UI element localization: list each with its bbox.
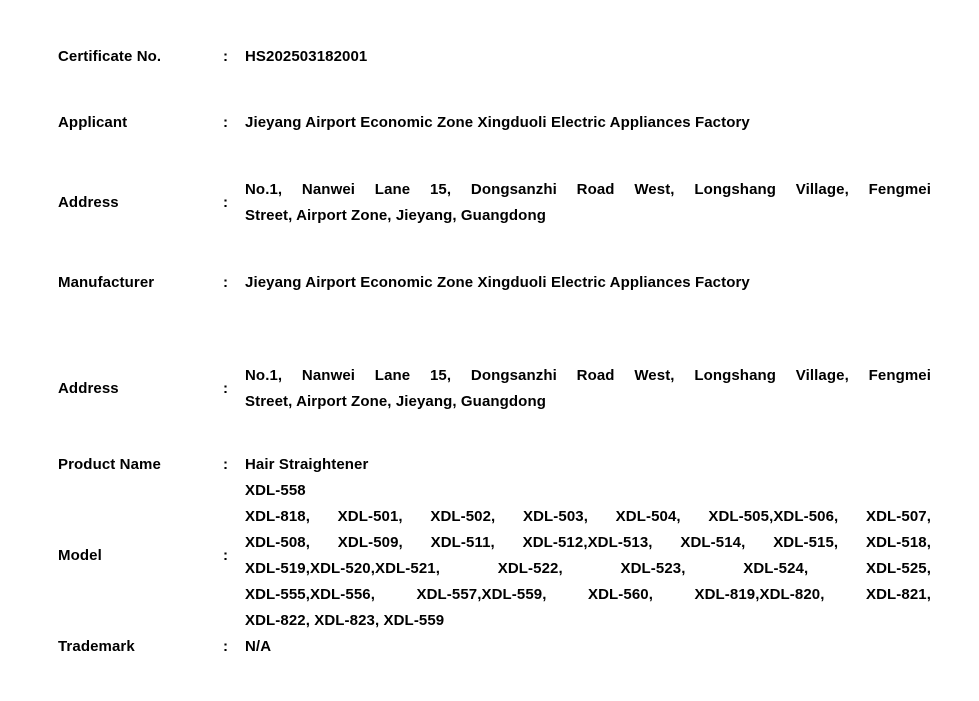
manufacturer-address-value [245,363,931,415]
model-line-3: XDL-519,XDL-520,XDL-521, XDL-522, XDL-523, XDL-524, XDL-525, [245,560,931,577]
applicant-value: Jieyang Airport Economic Zone Xingduoli Electric Appliances Factory [245,114,750,131]
product-name-label: Product Name [58,456,161,473]
field-row-manufacturer-address [58,363,931,415]
applicant-address-line-2: Street, Airport Zone, Jieyang, Guangdong [245,207,546,224]
field-row-model [58,478,931,634]
certificate-no-label: Certificate No. [58,48,162,65]
model-line-4: XDL-555,XDL-556, XDL-557,XDL-559, XDL-560, XDL-819,XDL-820, XDL-821, [245,586,931,603]
product-name-colon: : [223,456,228,473]
trademark-label: Trademark [58,638,135,655]
product-name-value: Hair Straightener [245,456,369,473]
applicant-address-colon: : [223,194,228,211]
field-row-manufacturer [58,270,931,296]
field-row-applicant [58,110,931,136]
manufacturer-label: Manufacturer [58,274,155,291]
model-colon: : [223,547,228,564]
trademark-colon: : [223,638,228,655]
manufacturer-address-colon: : [223,380,228,397]
model-value [245,478,931,634]
applicant-address-label: Address [58,194,119,211]
model-line-0: XDL-558 [245,482,306,499]
certificate-no-colon: : [223,48,228,65]
field-row-trademark [58,634,931,660]
applicant-address-value [245,177,931,229]
field-row-applicant-address [58,177,931,229]
model-line-5: XDL-822, XDL-823, XDL-559 [245,612,445,629]
field-row-product-name [58,452,931,478]
manufacturer-colon: : [223,274,228,291]
manufacturer-value: Jieyang Airport Economic Zone Xingduoli Electric Appliances Factory [245,274,750,291]
trademark-value: N/A [245,638,272,655]
manufacturer-address-line-2: Street, Airport Zone, Jieyang, Guangdong [245,393,546,410]
model-line-2: XDL-508, XDL-509, XDL-511, XDL-512,XDL-513, XDL-514, XDL-515, XDL-518, [245,534,931,551]
applicant-colon: : [223,114,228,131]
field-row-certificate-no [58,44,931,70]
model-label: Model [58,547,102,564]
applicant-label: Applicant [58,114,128,131]
applicant-address-line-1: No.1, Nanwei Lane 15, Dongsanzhi Road West, Longshang Village, Fengmei [245,181,931,198]
model-line-1: XDL-818, XDL-501, XDL-502, XDL-503, XDL-504, XDL-505,XDL-506, XDL-507, [245,508,931,525]
manufacturer-address-label: Address [58,380,119,397]
manufacturer-address-line-1: No.1, Nanwei Lane 15, Dongsanzhi Road West, Longshang Village, Fengmei [245,367,931,384]
certificate-no-value: HS202503182001 [245,48,368,65]
